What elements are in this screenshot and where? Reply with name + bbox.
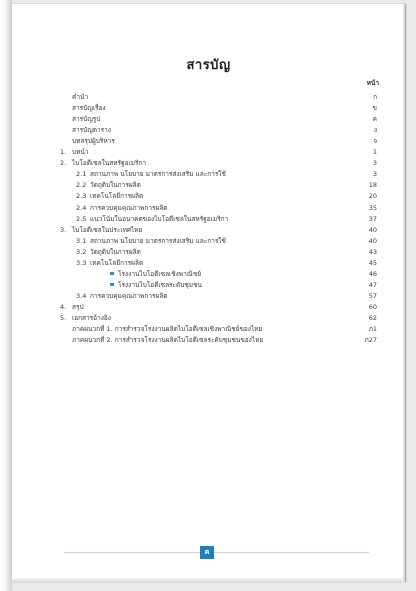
toc-entry-page: ข (372, 104, 377, 113)
toc-entry-label: การควบคุมคุณภาพการผลิต (90, 203, 168, 212)
toc-entry-label: สถานภาพ นโยบาย มาตรการส่งเสริม และการใช้ (90, 170, 226, 179)
toc-entry-page: ภ1 (368, 325, 377, 334)
toc-entry-page: 37 (368, 214, 377, 223)
toc-entry[interactable] (12, 280, 405, 290)
toc-entry-label: วัตถุดิบในการผลิต (90, 247, 141, 256)
toc-entry-number: 5. (60, 314, 67, 322)
toc-entry-page: 40 (368, 225, 377, 234)
toc-entry-label: โรงงานไบโอดีเซลเชิงพาณิชย์ (118, 269, 202, 278)
toc-entry[interactable] (12, 313, 405, 323)
toc-entry-number: 2.4 (76, 203, 87, 212)
toc-entry-number: 2.5 (76, 214, 87, 223)
document-page (12, 4, 405, 582)
toc-entry-label: บทสรุปผู้บริหาร (72, 137, 115, 146)
toc-entry-label: สถานภาพ นโยบาย มาตรการส่งเสริม และการใช้ (90, 236, 226, 245)
toc-entry-label: สารบัญรูป (72, 115, 101, 124)
toc-entry-number: 3. (60, 225, 67, 234)
square-bullet-icon (110, 272, 114, 276)
toc-entry-number: 3.2 (76, 247, 87, 256)
toc-entry-page: ก (373, 93, 377, 101)
toc-entry-page: 18 (368, 181, 377, 190)
toc-entry-label: โรงงานไบโอดีเซลระดับชุมชน (118, 280, 202, 289)
toc-entry-page: 3 (372, 159, 377, 168)
toc-entry[interactable] (12, 335, 405, 345)
toc-entry-label: ไบโอดีเซลในประเทศไทย (72, 225, 143, 234)
page-title: สารบัญ (186, 58, 231, 73)
toc-entry[interactable] (12, 169, 405, 179)
toc-entry-label: สารบัญตาราง (72, 126, 111, 135)
toc-entry[interactable] (12, 324, 405, 334)
toc-entry[interactable] (12, 247, 405, 257)
toc-entry-page: 3 (372, 170, 377, 179)
page-number-badge: ค (200, 546, 214, 559)
toc-entry-page: 45 (368, 258, 377, 267)
toc-entry-page: 62 (368, 314, 377, 322)
toc-entry[interactable] (12, 258, 405, 268)
toc-entry[interactable] (12, 236, 405, 246)
square-bullet-icon (110, 283, 114, 287)
toc-entry[interactable] (12, 269, 405, 279)
toc-entry-page: 60 (368, 302, 377, 311)
toc-entry-page: 40 (368, 236, 377, 245)
toc-entry-page: 35 (368, 203, 377, 212)
toc-entry-number: 3.4 (76, 291, 87, 300)
toc-entry-page: 43 (368, 247, 377, 256)
toc-entry[interactable] (12, 158, 405, 168)
toc-entry[interactable] (12, 92, 405, 102)
toc-entry-label: เทคโนโลยีการผลิต (90, 258, 144, 267)
toc-entry[interactable] (12, 147, 405, 157)
toc-entry-number: 2.2 (76, 181, 87, 190)
toc-entry-page: 1 (372, 148, 377, 157)
toc-entry-number: 1. (60, 148, 67, 157)
toc-entry[interactable] (12, 302, 405, 312)
toc-entry[interactable] (12, 114, 405, 124)
toc-entry-label: วัตถุดิบในการผลิต (90, 181, 141, 190)
toc-entry-label: ไบโอดีเซลในสหรัฐอเมริกา (72, 159, 147, 168)
scan-edge (0, 0, 12, 591)
toc-entry-label: แนวโน้มในอนาคตของไบโอดีเซลในสหรัฐอเมริกา (90, 214, 229, 223)
toc-entry[interactable] (12, 125, 405, 135)
toc-entry-page: 20 (368, 192, 377, 201)
toc-entry-number: 2.1 (76, 170, 87, 179)
toc-entry[interactable] (12, 214, 405, 224)
toc-entry-number: 3.3 (76, 258, 87, 267)
toc-entry-label: สรุป (72, 302, 84, 311)
toc-entry-label: สารบัญเรื่อง (72, 104, 106, 113)
toc-entry[interactable] (12, 103, 405, 113)
toc-entry-page: ภ27 (364, 336, 377, 345)
toc-entry[interactable] (12, 203, 405, 213)
toc-entry-page: 47 (368, 280, 377, 289)
page-column-heading: หน้า (366, 79, 379, 87)
toc-entry-label: บทนำ (72, 148, 89, 157)
toc-entry-label: เทคโนโลยีการผลิต (90, 192, 144, 201)
toc-entry-page: ง (373, 126, 377, 135)
toc-entry-page: 57 (368, 291, 377, 300)
toc-entry-label: การควบคุมคุณภาพการผลิต (90, 291, 168, 300)
toc-entry-page: 46 (368, 269, 377, 278)
toc-entry-page: ค (372, 115, 377, 124)
toc-entry[interactable] (12, 136, 405, 146)
toc-entry-label: เอกสารอ้างอิง (72, 314, 111, 322)
toc-entry[interactable] (12, 225, 405, 235)
toc-entry[interactable] (12, 180, 405, 190)
footer-rule (64, 552, 369, 553)
toc-entry[interactable] (12, 191, 405, 201)
toc-entry-number: 2. (60, 159, 67, 168)
toc-entry-page: จ (373, 137, 377, 146)
toc-entry-number: 2.3 (76, 192, 87, 201)
toc-entry-label: ภาคผนวกที่ 1. การสำรวจโรงงานผลิตไบโอดีเซลเชิงพาณิชย์ของไทย (72, 325, 263, 334)
toc-entry[interactable] (12, 291, 405, 301)
toc-entry-label: คำนำ (72, 93, 89, 101)
toc-entry-number: 4. (60, 302, 67, 311)
toc-entry-number: 3.1 (76, 236, 87, 245)
toc-entry-label: ภาคผนวกที่ 2. การสำรวจโรงงานผลิตไบโอดีเซลระดับชุมชนของไทย (72, 336, 264, 345)
